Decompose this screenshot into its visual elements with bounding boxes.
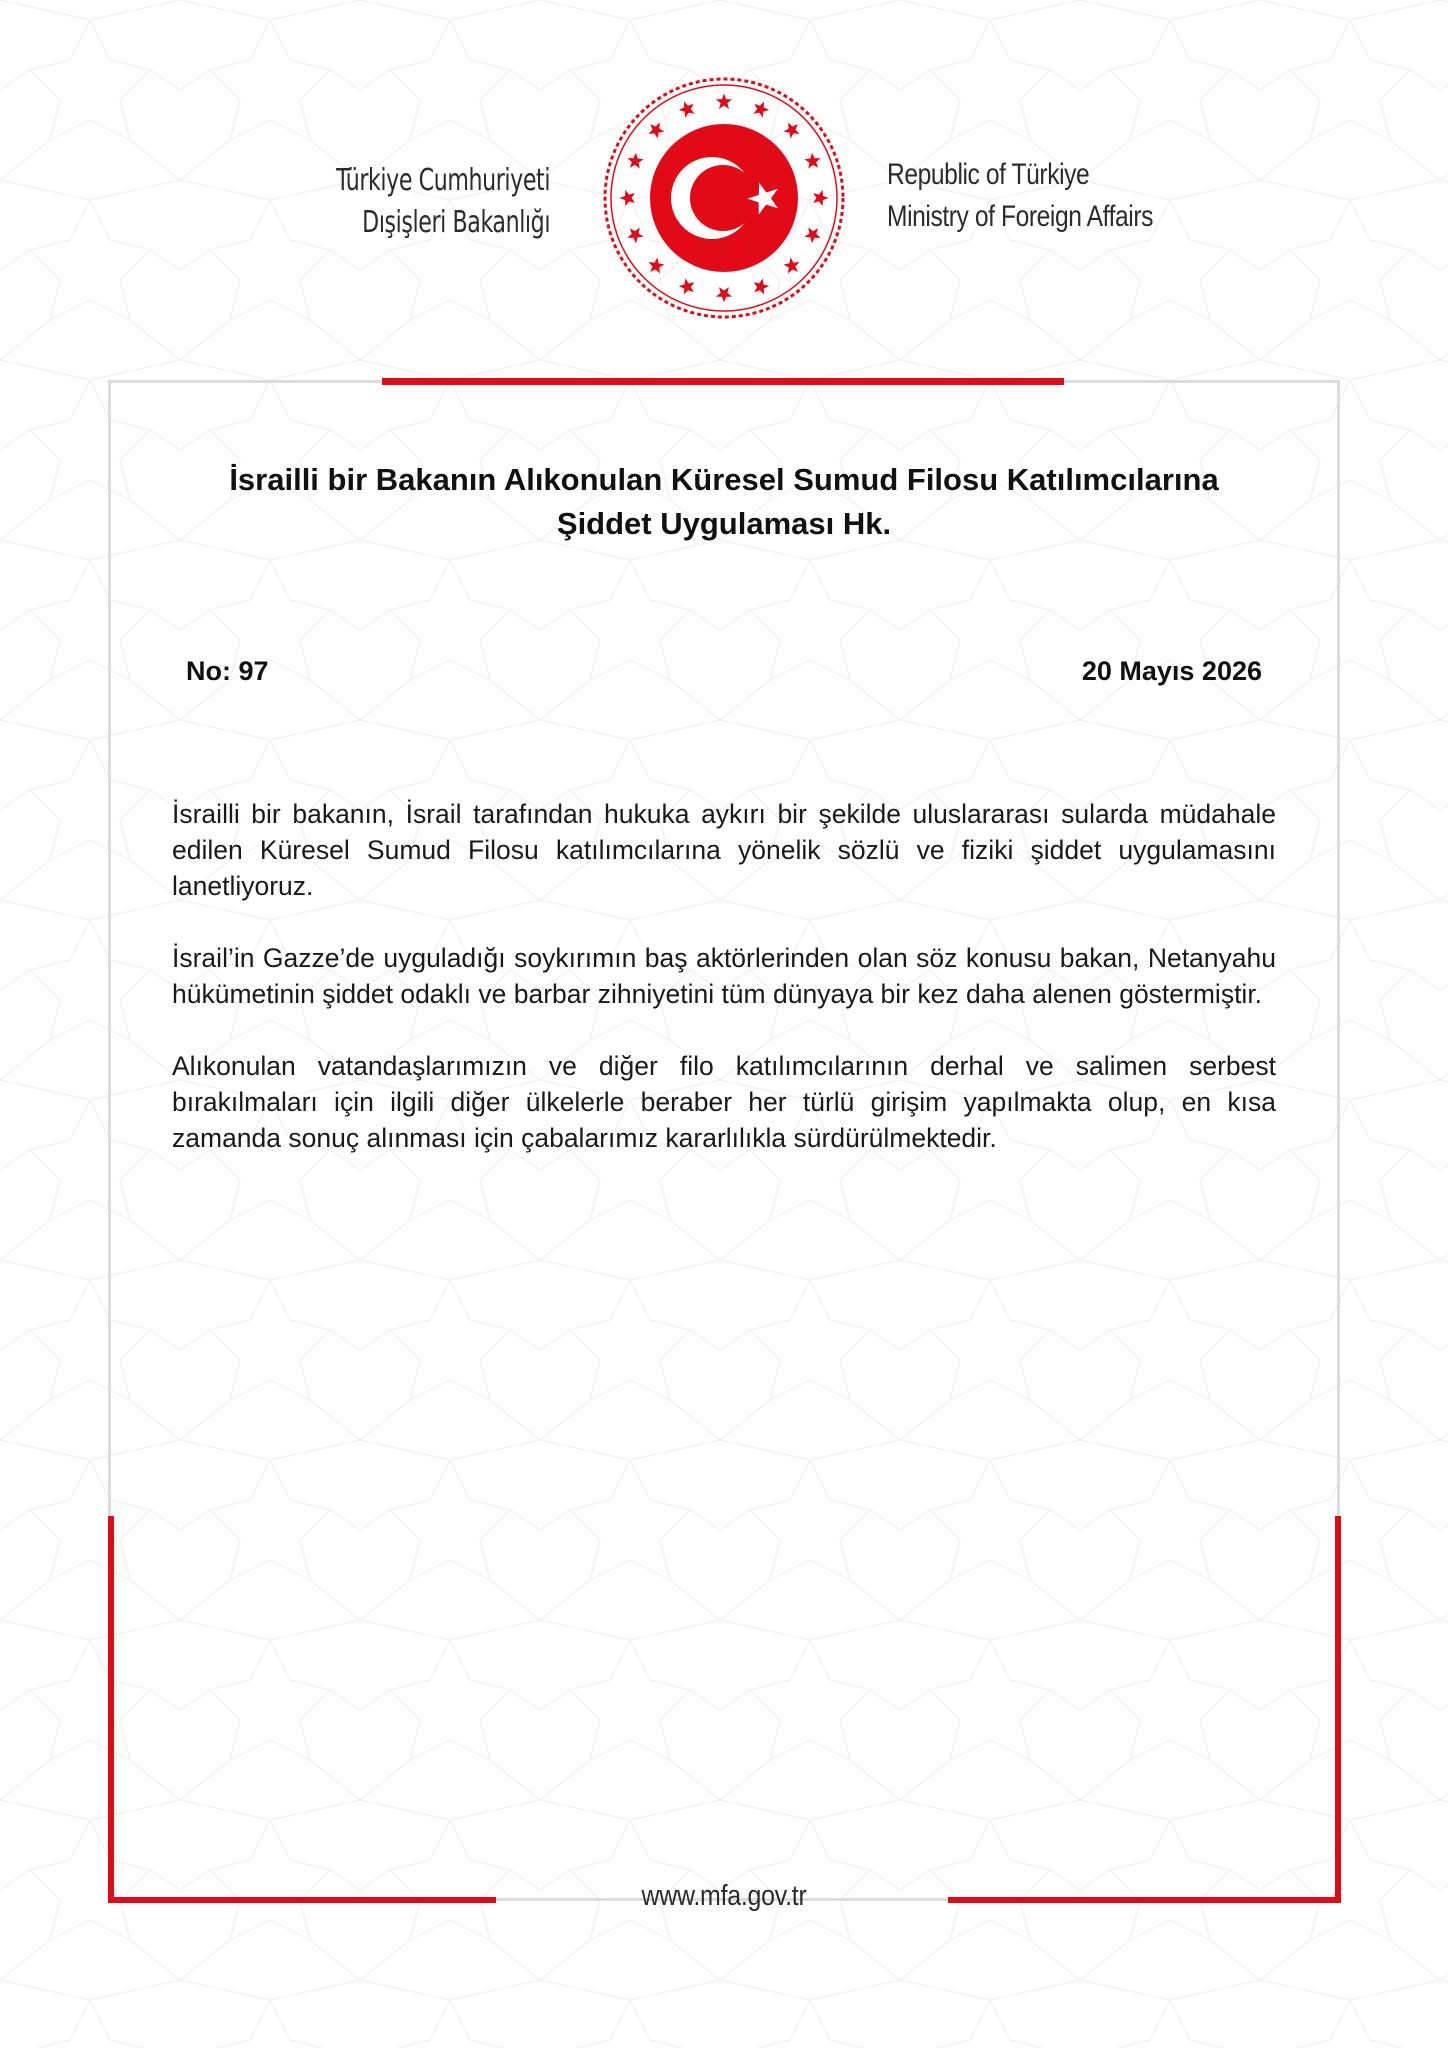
body-paragraph-2: İsrail’in Gazze’de uyguladığı soykırımın baş aktörlerinden olan söz konusu bakan, Netanyahu hükümetinin şiddet odaklı ve barbar zihniyetini tüm dünyaya bir kez daha alenen göstermiştir. [172, 943, 1276, 1009]
document-date: 20 Mayıs 2026 [1081, 656, 1262, 686]
emblem-ring-star-icon [813, 190, 828, 206]
document-title [150, 458, 1298, 546]
letterhead-right-text [887, 154, 1153, 238]
frame-right-red [1335, 1516, 1341, 1903]
frame-top-red [382, 378, 1064, 385]
emblem-ring-star-icon [804, 227, 820, 243]
document-title-line2: Şiddet Uygulaması Hk. [556, 506, 892, 541]
body-paragraph-1: İsrailli bir bakanın, İsrail tarafından hukuka aykırı bir şekilde uluslararası sularda müdahale edilen Küresel Sumud Filosu katılımcılarına yönelik sözlü ve fiziki şiddet uygulamasını lanetliyoruz. [172, 799, 1276, 901]
body-paragraph-3: Alıkonulan vatandaşlarımızın ve diğer filo katılımcılarının derhal ve salimen serbest bırakılmaları için ilgili diğer ülkelerle beraber her türlü girişim yapılmakta olup, en kısa zamanda sonuç alınması için çabalarımız kararlılıkla sürdürülmektedir. [172, 1051, 1276, 1153]
letterhead-tr-line1: Türkiye Cumhuriyeti [335, 163, 550, 198]
emblem-ring-star-icon [649, 257, 665, 273]
letterhead [0, 0, 1448, 360]
emblem-ring-star-icon [783, 257, 799, 273]
emblem-ring-star-icon [783, 123, 799, 139]
letterhead-tr-line2: Dışişleri Bakanlığı [362, 205, 550, 240]
emblem-ring-star-icon [753, 101, 769, 117]
footer-website-link[interactable]: www.mfa.gov.tr [641, 1880, 807, 1912]
frame-left-red [108, 1516, 114, 1903]
emblem-ring-star-icon [649, 123, 665, 139]
emblem-ring-star-icon [716, 94, 732, 109]
emblem-ring-star-icon [716, 287, 732, 302]
document-title-line1: İsrailli bir Bakanın Alıkonulan Küresel Sumud Filosu Katılımcılarına [229, 462, 1219, 497]
letterhead-en-line2: Ministry of Foreign Affairs [887, 200, 1154, 233]
document-body [172, 796, 1276, 1192]
emblem-ring-star-icon [679, 101, 695, 117]
emblem-ring-star-icon [620, 190, 635, 206]
emblem-ring-star-icon [804, 153, 820, 169]
emblem-ring-star-icon [753, 278, 769, 294]
emblem-ring-star-icon [679, 278, 695, 294]
document-number: No: 97 [186, 656, 269, 686]
crescent-star-emblem-icon [600, 74, 848, 322]
letterhead-en-line1: Republic of Türkiye [887, 158, 1090, 191]
emblem-ring-star-icon [627, 153, 643, 169]
letterhead-left-text [336, 160, 550, 244]
emblem-ring-star-icon [627, 227, 643, 243]
